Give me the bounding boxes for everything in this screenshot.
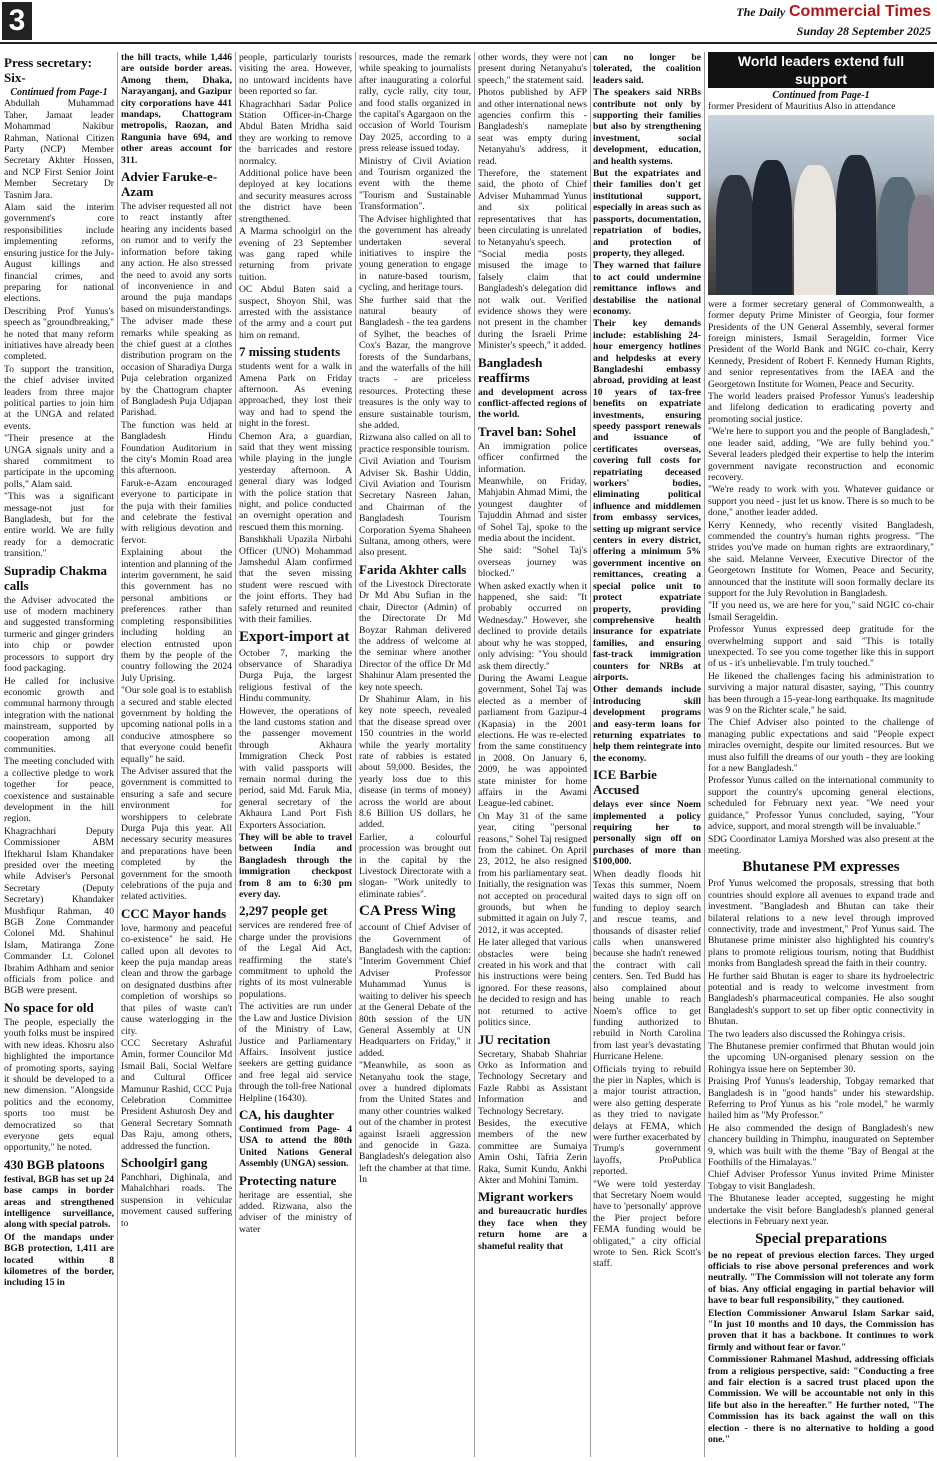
article-paragraph: The meeting concluded with a collective pledge to work together for peace, coexistence and sustainable development in the hill region. [4,756,114,825]
article-paragraph: Besides, the executive members of the new committee are Sumaiya Amin Oshi, Tafria Zerin Raka, Sumit Kundu, Ankhi Akter and Mohini Tamim. [478,1117,587,1186]
article-paragraph: The speakers said NRBs contribute not only by supporting their families but also by strengthening investment, social development, education, and health systems. [593,87,701,167]
article-paragraph: On May 31 of the same year, citing "personal reasons," Sohel Taj resigned from the cabinet. On April 23, 2012, he also resigned from his parliamentary seat. Initially, the resignation was not accepted on procedural grounds, but when he submitted it again on July 7, 2012, it was accepted. [478,810,587,936]
brand-name: Commercial Times [789,3,931,20]
article-paragraph: Professor Yunus expressed deep gratitude for the overwhelming support and said "This is totally unexpected. To see you come together like this in support of us - it's unbelievable. I'm truly touched." [708,624,934,670]
article-headline: CA, his daughter [239,1106,334,1122]
article-paragraph: The Bhutanese premier confirmed that Bhutan would join the upcoming UN-organised plenary session on the Rohingya issue here on September 30. [708,1041,934,1075]
article-paragraph: She said: "Sohel Taj's overseas journey was blocked." [478,545,587,580]
column-divider [235,52,236,1457]
article-paragraph: "Our sole goal is to establish a secured and stable elected government by holding the upcoming national polls in a conducive atmosphere so that everyone could benefit equally" he said. [121,685,232,765]
article-paragraph: He further said Bhutan is eager to share its hydroelectric potential and is ready to welcome investment from Bangladesh's pharmaceutical companies. He also sought Bangladesh's support to set up fiber optic connectivity in Bhutan. [708,970,934,1028]
article-paragraph: But the expatriates and their families don't get institutional support, especially in areas such as passports, documentation, repatriation of bodies, and protection of property, they alleged. [593,168,701,259]
article-paragraph: the hill tracts, while 1,446 are outside border areas. Among them, Dhaka, Narayanganj, and Gazipur city corporations have 441 mandaps, Chattogram metropolis, Raozan, and Rangunia have 694, and other areas account for 311. [121,52,232,166]
article-headline: Supradip Chakma calls [4,562,107,593]
column-divider [474,52,475,1457]
article-paragraph: October 7, marking the observance of Sharadiya Durga Puja, the largest religious festival of the Hindu community. [239,647,352,705]
article-paragraph: The Bhutanese leader accepted, suggesting he might undertake the visit before Bangladesh's planned general elections in February next year. [708,1193,934,1228]
article-paragraph: were a former secretary general of Commonwealth, a former deputy Prime Minister of Georgia, four former Presidents of the UN General Assembly, several former foreign ministers, Ismail Serageldin, former Vice President of the World Bank and NGIC co-chair, Kerry Kennedy, President of Robert F. Kennedy Human Rights, and senior representatives from the IAEA and the Georgetown Institute for Women, Peace and Security. [708,298,934,390]
article-headline: No space for old [4,999,94,1015]
article-paragraph: Explaining about the intention and planning of the interim government, he said this government has no personal ambitions or preferences rather than completing responsibilities including holding an election entrusted upon them by the people of the country following the 2024 July Uprising. [121,547,232,684]
article-paragraph: Alam said the interim government's core responsibilities include implementing reforms, ensuring justice for the July-August killings and financial crimes, and preparing for national elections. [4,202,114,305]
article-headline: Protecting nature [239,1172,337,1188]
article-paragraph: However, the operations of the land customs station and the passenger movement through Akhaura Immigration Check Post with valid passports will remain normal during the period, said Md. Faruk Mia, general secretary of the Akhaura Land Port Fish Exporters Association. [239,705,352,831]
article-paragraph: During the Awami League government, Sohel Taj was elected as a member of parliament from Gazipur-4 (Kapasia) in the 2001 elections. He was re-elected from the same constituency in 2008. On January 6, 2009, he was appointed state minister for home affairs in the Awami League-led cabinet. [478,672,587,810]
column-2 [121,52,232,1457]
brand-prefix: The Daily [736,5,786,19]
article-paragraph: Other demands include introducing skill development programs and easy-term loans for returning expatriates to help them reintegrate into the economy. [593,684,701,764]
article-paragraph: Meanwhile, on Friday, Mahjabin Ahmad Mimi, the youngest daughter of Tajuddin Ahmad and sister of Sohel Taj, spoke to the media about the incident. [478,476,587,545]
column-divider [590,52,591,1457]
article-headline: 430 BGB platoons [4,1156,105,1172]
article-paragraph: Secretary, Shabab Shahriar Orko as Information and Technology Secretary and Fazle Rabbi as Assistant Information and Technology Secretary. [478,1048,587,1117]
article-paragraph: love, harmony and peaceful co-existence" he said. He called upon all devotes to keep the puja mandap areas clean and throw the garbage on designated dustbins after completion of worships so that piles of waste can't cause waterlogging in the city. [121,922,232,1037]
article-paragraph: Praising Prof Yunus's leadership, Tobgay remarked that Bangladesh is in "good hands" under his stewardship. Referring to Prof Yunus as his "role model," he warmly hailed him as "My Professor." [708,1076,934,1122]
article-paragraph: The people, especially the youth folks must be inspired with new ideas. Khosru also highlighted the importance of promoting sports, saying it should be developed to a new dimension. "Alongside politics and the economy, sports too must be democratized so that everyone gets equal opportunity," he noted. [4,1016,114,1154]
article-paragraph: The two leaders also discussed the Rohingya crisis. [708,1028,906,1040]
article-paragraph: When deadly floods hit Texas this summer, Noem waited days to sign off on funding to deploy search and rescue teams, and thousands of disaster relief calls when unanswered because she hadn't renewed the contract with call centers. Sen. Ted Budd has also complained about being unable to reach Noem's office to get funding authorized to rebuild in North Carolina from last year's devastating Hurricane Helene. [593,868,701,1063]
column-1 [4,52,114,1457]
article-headline: Advier Faruke-e-Azam [121,169,218,200]
issue-date: Sunday 28 September 2025 [796,24,931,38]
article-paragraph: The adviser made these remarks while speaking as the chief guest at a clothes distribution program on the occasion of Sharadiya Durga Puja celebration organized by the Chattogram chapter of Bangladesh Puja Udjapan Parishad. [121,316,232,419]
article-paragraph: To support the transition, the chief adviser invited leaders from three major political parties to join him at the UNGA and related events. [4,363,114,432]
article-paragraph: "We're here to support you and the people of Bangladesh," one leader said, adding, "We are fully behind you." Several leaders pledged their expertise to help the interim government navigate reconstruction and economic recovery. [708,426,934,483]
leaders-meeting-photo [708,115,934,295]
article-paragraph: Continued from Page- 4 USA to attend the 80th United Nations General Assembly (UNGA) session. [239,1123,352,1170]
article-paragraph: Chemon Ara, a guardian, said that they went missing while playing in the jungle yesterday afternoon. A general diary was lodged with the police station that night, and police conducted an overnight operation and rescued them this morning. [239,430,352,533]
article-paragraph: Their key demands include: establishing 24-hour emergency hotlines and helpdesks at every Bangladeshi embassy abroad, providing at least 10 years of tax-free benefits on expatriate investments, ensuring speedy passport renewals and issuance of certificates overseas, covering full costs for repatriating deceased workers' bodies, eliminating political influence and middlemen from embassy services, setting up migrant service centers in every district, offering a minimum 5% government incentive on remittances, creating a special police unit to protect expatriate property, providing comprehensive health insurance for expatriate families, and ensuring fast-track immigration counters for NRBs at airports. [593,318,701,683]
column-3 [239,52,352,1457]
article-paragraph: delays ever since Noem implemented a policy requiring her to personally sign off on purchases of more than $100,000. [593,799,701,868]
article-paragraph: Of the mandaps under BGB protection, 1,411 are located within 8 kilometres of the border, including 15 in [4,1231,114,1289]
article-headline: Special preparations [755,1230,887,1247]
article-paragraph: The activities are run under the Law and Justice Division of the Ministry of Law, Justice and Parliamentary Affairs. Insolvent justice seekers are getting guidance and free legal aid service through the toll-free National Helpline (16430). [239,1001,352,1104]
article-paragraph: They will be able to travel between India and Bangladesh through the immigration checkpost from 8 am to 6:30 pm every day. [239,832,352,901]
article-headline: CA Press Wing [359,903,456,920]
article-paragraph: other words, they were not present during Netanyahu's speech," the statement said. [478,52,587,86]
article-paragraph: Professor Yunus called on the international community to support the country's upcoming general elections, scheduled for February next year. "We need your guidance," Professor Yunus concluded, saying, "Your advice, support, and moral strength will be invaluable." [708,775,934,833]
article-paragraph: "This was a significant message-not just for Bangladesh, but for the entire world. We are fully ready for a democratic transition." [4,491,114,560]
article-paragraph: Rizwana also called on all to practice responsible tourism. [359,432,471,455]
article-paragraph: The adviser requested all not to react instantly after hearing any incidents based on rumor and to verify the information before taking any action. He also stressed the need to avoid any sorts of inconvenience in and around the puja mandaps based on misunderstandings. [121,201,232,315]
article-paragraph: CCC Secretary Ashraful Amin, former Councilor Md Ismail Bali, Social Welfare and Cultural Officer Mamunur Rashid, CCC Puja Celebration Committee President Ashutosh Dey and General Secretary Somnath Das Raju, among others, addressed the function. [121,1037,232,1152]
article-paragraph: Therefore, the statement said, the photo of Chief Adviser Muhammad Yunus and six political representatives that has been circulating is unrelated to Netanyahu's speech. [478,168,587,248]
article-paragraph: Officials trying to rebuild the pier in Naples, which is a major tourist attraction, were also getting desperate as they tried to navigate delays at FEMA, which were further exacerbated by Trump's government layoffs, ProPublica reported. [593,1063,701,1178]
article-paragraph: Panchhari, Dighinala, and Mahalchhari roads. The suspension in vehicular movement caused suffering to [121,1171,232,1229]
article-paragraph: Additional police have been deployed at key locations and security measures across the district have been strengthened. [239,168,352,225]
article-paragraph: Chief Adviser Professor Yunus invited Prime Minister Tobgay to visit Bangladesh. [708,1169,934,1192]
article-headline: Farida Akhter calls [359,561,467,577]
article-paragraph: festival, BGB has set up 24 base camps in border areas and strengthened intelligence surveillance, along with special patrols. [4,1173,114,1231]
article-paragraph: An immigration police officer confirmed the information. [478,440,587,475]
column-4 [359,52,471,1457]
article-headline: Export-import at [239,628,350,645]
article-paragraph: "Their presence at the UNGA signals unity and a shared commitment to participate in the upcoming polls," Alam said. [4,433,114,490]
article-paragraph: people, particularly tourists visiting the area. However, no untoward incidents have been reported so far. [239,52,352,98]
article-paragraph: He later alleged that various obstacles were being created in his work and that his instructions were being ignored. For these reasons, he decided to resign and has not returned to active politics since. [478,937,587,1029]
article-paragraph: heritage are essential, she added. Rizwana, also the adviser of the ministry of water [239,1189,352,1235]
article-headline: Schoolgirl gang [121,1154,208,1170]
article-paragraph: Khagrachhari Sadar Police Station Officer-in-Charge Abdul Baten Mridha said they are working to remove the barricades and restore normalcy. [239,98,352,167]
article-paragraph: former President of Mauritius Also in attendance [708,101,896,113]
article-paragraph: The Adviser assured that the government is committed to ensuring a safe and secure environment for worshippers to celebrate Durga Puja this year. All necessary security measures and preparations have been completed by the government for the smooth celebrations of the puja and related activities. [121,765,232,903]
article-paragraph: Khagrachhari Deputy Commissioner ABM Iftekharul Islam Khandaker presided over the meeting while Adviser's Personal Secretary (Deputy Secretary) Khandaker Mushfiqur Rahman, 40 BGB Zone Commander Colonel Md. Shahinul Islam, Matiranga Zone Commander Lt. Colonel Ibrahim Adhham and senior officials from police and BGB were present. [4,825,114,997]
article-paragraph: He likened the challenges facing his administration to surviving a major natural disaster, saying, "This country has been through a 15-year-long earthquake. Its magnitude was 9 on the Richter scale," he said. [708,670,934,717]
article-paragraph: "Social media posts misused the image to falsely claim that Bangladesh's delegation did not walk out. Verified evidence shows they were not present in the chamber during the Israeli Prime Minister's speech," it added. [478,248,587,352]
article-headline: Travel ban: Sohel [478,423,576,439]
article-paragraph: SDG Coordinator Lamiya Morshed was also present at the meeting. [708,833,934,856]
world-leaders-headline: World leaders extend full support [708,52,934,88]
article-headline: 2,297 people get [239,903,328,919]
article-paragraph: OC Abdul Baten said a suspect, Shoyon Shil, was arrested with the assistance of the army and a court put him on remand. [239,284,352,341]
article-paragraph: Election Commissioner Anwarul Islam Sarkar said, "In just 10 months and 10 days, the Commission has proven that it has a backbone. It continues to work firmly and without fear or favor." [708,1307,934,1353]
article-paragraph: "If you need us, we are here for you," said NGIC co-chair Ismail Serageldin. [708,600,934,623]
article-paragraph: Prof Yunus welcomed the proposals, stressing that both countries should explore all avenues to expand trade and investment. "Bangladesh and Bhutan can take their bilateral relations to a new level through improved connectivity, trade and investment," Prof Yunus said. The Bhutanese prime minister also highlighted his country's plans to promote religious tourism, noting that Buddhist monks from Bangladesh spread the faith in their country. [708,878,934,970]
article-paragraph: can no longer be tolerated, the coalition leaders said. [593,52,701,86]
article-paragraph: The Chief Adviser also pointed to the challenge of managing public expectations and said "People expect miracles overnight, despite our limited resources. But we must also fulfill the dreams of our youth - they are looking for a new Bangladesh." [708,717,934,775]
article-paragraph: and development across conflict-affected regions of the world. [478,386,587,421]
continued-note: Continued from Page-1 [772,90,870,101]
article-paragraph: When asked exactly when it happened, she said: "It probably occurred on Wednesday." However, she declined to provide details about why he was stopped, only advising: "You should ask them directly." [478,580,587,672]
article-headline: CCC Mayor hands [121,905,227,921]
article-paragraph: Commissioner Rahmanel Mashud, addressing officials from a religious perspective, said: "Conducting a free and fair election is a sacred trust placed upon the Commission. We will be accountable not only in this life but also in the hereafter." He further noted, "The Commission has its back against the wall on this election - there is no alternative to holding a good one." [708,1354,934,1445]
article-paragraph: of the Livestock Directorate Dr Md Abu Sufian in the chair, Director (Admin) of the Directorate Dr Md Boyzar Rahman delivered the address of welcome at the seminar where another Director of the office Dr Md Shahinur Alam presented the key note speech. [359,578,471,693]
article-paragraph: Describing Prof Yunus's speech as "groundbreaking," he noted that many reform initiatives have already been completed. [4,305,114,363]
article-paragraph: Abdullah Muhammad Taher, Jamaat leader Mohammad Nakibur Rahman, National Citizen Party (NCP) Member Secretary Akhter Hossen, and NCP First Senior Joint Member Secretary Dr Tasnim Jara. [4,98,114,201]
column-divider [355,52,356,1457]
article-paragraph: resources, made the remark while speaking to journalists after inaugurating a colorful rally, cycle rally, city tour, and food stalls organized in the capital's Agargaon on the occasion of World Tourism Day 2025, according to a press release issued today. [359,52,471,155]
page-number: 3 [2,2,32,40]
article-paragraph: "We were told yesterday that Secretary Noem would have to 'personally' approve the Pier project before FEMA funding would be obligated," a city official wrote to Sen. Rick Scott's staff. [593,1178,701,1270]
article-paragraph: account of Chief Adviser of the Government of Bangladesh with the caption: "Interim Government Chief Adviser Professor Muhammad Yunus is waiting to deliver his speech at the General Debate of the 80th session of the UN General Assembly at UN Headquarters on Friday," it added. [359,922,471,1059]
article-paragraph: "Meanwhile, as soon as Netanyahu took the stage, over a hundred diplomats from the United States and many other countries walked out of the chamber in protest against Israeli aggression and genocide in Gaza. Bangladesh's delegation also left the chamber at that time. In [359,1060,471,1186]
column-5 [478,52,587,1457]
article-paragraph: He also commended the design of Bangladesh's new chancery building in Thimphu, inaugurated on September 9, which was built with the theme "Bay of Bengal at the Foothills of the Himalayas." [708,1122,934,1169]
article-headline: Press secretary: Six- [4,55,92,85]
article-headline: 7 missing students [239,344,341,360]
article-paragraph: The world leaders praised Professor Yunus's leadership and lifelong dedication to eradicating poverty and promoting social justice. [708,391,934,425]
column-divider [117,52,118,1457]
article-paragraph: Dr Shahinur Alam, in his key note speech, revealed that the disease spread over 150 countries in the world while the yearly mortality rate of rabbies is estated about 59,000. Besides, the yearly loss due to this disease (in terms of money) across the world are about 8.6 Billion US dollars, he added. [359,693,471,831]
newspaper-brand [736,3,931,21]
masthead [0,0,937,44]
article-paragraph: services are rendered free of charge under the provisions of the Legal Aid Act, reaffirming the state's commitment to uphold the rights of its most vulnerable populations. [239,920,352,1000]
article-paragraph: "We're ready to work with you. Whatever guidance or support you need - just let us know. There is so much to be done," another leader added. [708,484,934,519]
article-paragraph: and bureaucratic hurdles they face when they return home are a shameful reality that [478,1206,587,1252]
article-paragraph: be no repeat of previous election farces. They urged officials to rise above personal preferences and work neutrally. "The Commission will not tolerate any form of bias. Any official engaging in partial behavior will have to bear full responsibility," they cautioned. [708,1249,934,1307]
article-paragraph: They warned that failure to act could undermine remittance inflows and destabilise the national economy. [593,260,701,317]
article-paragraph: He called for inclusive economic growth and communal harmony through integration with the national mainstream, supported by cooperation among all communities. [4,675,114,755]
article-paragraph: The function was held at Bangladesh Hindu Foundation Auditorium in the city's Momin Road area this afternoon. [121,419,232,477]
column-6 [593,52,701,1457]
article-paragraph: A Marma schoolgirl on the evening of 23 September was gang raped while returning from private tuition. [239,226,352,283]
article-paragraph: She further said that the natural beauty of Bangladesh - the tea gardens of Sylhet, the beaches of Cox's Bazar, the mangrove forests of the Sundarbans, and the waterfalls of the hill tracts - are priceless resources. Protecting these treasures is the only way to ensure sustainable tourism, she added. [359,294,471,431]
article-paragraph: Banshkhali Upazila Nirbahi Officer (UNO) Mohammad Jamshedul Alam confirmed that the seven missing student were rescued with the joint efforts. They had safely returned and reunited with their families. [239,534,352,626]
article-paragraph: Photos published by AFP and other international news agencies confirm this - Bangladesh's nameplate seat was empty during Netanyahu's address, it read. [478,87,587,167]
article-paragraph: Ministry of Civil Aviation and Tourism organized the event with the theme "Tourism and Sustainable Transformation". [359,155,471,213]
article-paragraph: Kerry Kennedy, who recently visited Bangladesh, commended the country's human rights progress. "The strides you've made on human rights are extraordinary," she said. Melanne Verveer, Executive Director of the Georgetown Institute for Women, Peace and Security, announced that the institute will soon formally declare its support for the July Revolution in Bangladesh. [708,519,934,599]
column-divider [704,52,705,1457]
article-paragraph: Civil Aviation and Tourism Adviser Sk. Bashir Uddin, Civil Aviation and Tourism Secretary Nasreen Jahan, and Chairman of the Bangladesh Tourism Corporation Syema Shaheen Sultana, among others, were also present. [359,456,471,559]
article-headline: ICE Barbie Accused [593,767,657,798]
article-paragraph: The Adviser highlighted that the government has already undertaken several initiatives to inspire the young generation to engage in nature-based tourism, cycling, and heritage tours. [359,213,471,294]
article-paragraph: Faruk-e-Azam encouraged everyone to participate in the puja with their families and celebrate the festival with religious devotion and fervor. [121,477,232,546]
column-7 [708,52,934,1457]
article-paragraph: Earlier, a colourful procession was brought out in the capital by the Livestock Directorate with a slogan- "Work unitedly to eliminate rabies". [359,831,471,900]
article-headline: Bhutanese PM expresses [742,859,900,876]
article-headline: Bangladesh reaffirms [478,354,543,385]
article-headline: Migrant workers [478,1189,573,1205]
article-headline: JU recitation [478,1031,551,1047]
article-paragraph: the Adviser advocated the use of modern machinery and suggested transforming turmeric and ginger grinders into chip or powder processors to support dry food packaging. [4,594,114,675]
article-paragraph: students went for a walk in Amena Park on Friday afternoon. As evening approached, they lost their way and had to spend the night in the forest. [239,361,352,430]
continued-note: Continued from Page-1 [10,87,108,98]
